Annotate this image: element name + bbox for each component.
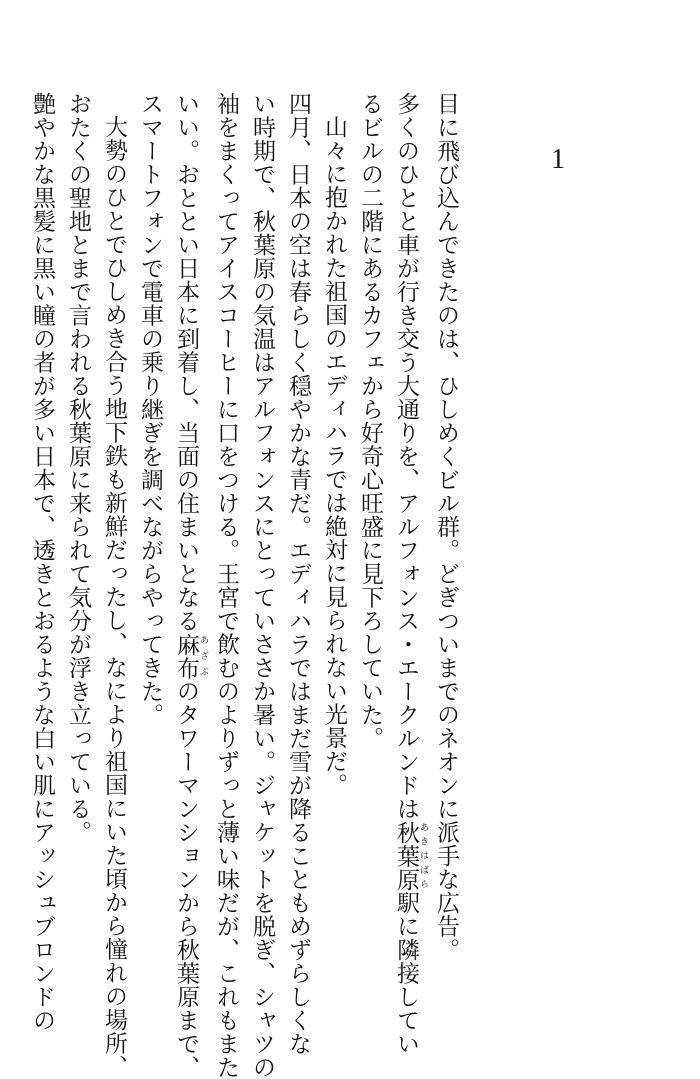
ruby-akihabara: [393, 821, 419, 892]
text-line-7: 袖をまくってアイスコーヒーに口をつける。王宮で飲むのよりずっと薄い味だが、これもまた: [208, 92, 244, 952]
body-text: [24, 92, 464, 952]
text-line-8: [168, 92, 208, 952]
ruby-azabu-reading: あざぶ: [198, 633, 208, 680]
ruby-akihabara-reading: あきはばら: [418, 821, 428, 892]
text-line-8-tail: のタワーマンションから秋葉原まで、: [173, 680, 199, 1079]
text-line-10: 大勢のひとでひしめき合う地下鉄も新鮮だったし、なにより祖国にいた頃から憧れの場所、: [96, 92, 132, 952]
chapter-number: 1: [551, 146, 565, 174]
text-line-1: 目に飛び込んできたのは、ひしめくビル群。どぎついまでのネオンに派手な広告。: [428, 92, 464, 952]
text-line-6: い時期で、秋葉原の気温はアルフォンスにとっていささか暑い。ジャケットを脱ぎ、シャツの: [244, 92, 280, 952]
text-line-2: [388, 92, 428, 952]
text-line-9: スマートフォンで電車の乗り継ぎを調べながらやってきた。: [132, 92, 168, 952]
text-line-12: 艶やかな黒髪に黒い瞳の者が多い日本で、透きとおるような白い肌にアッシュブロンドの: [24, 92, 60, 952]
text-line-2-head: 多くのひとと車が行き交う大通りを、アルフォンス・エークルンドは: [393, 92, 419, 821]
ruby-azabu: [173, 633, 199, 680]
text-line-11: おたくの聖地とまで言われる秋葉原に来られて気分が浮き立っている。: [60, 92, 96, 952]
text-line-4: 山々に抱かれた祖国のエディハラでは絶対に見られない光景だ。: [316, 92, 352, 952]
ruby-akihabara-base: 秋葉原: [393, 821, 419, 892]
text-line-3: るビルの二階にあるカフェから好奇心旺盛に見下ろしていた。: [352, 92, 388, 952]
text-line-5: 四月、日本の空は春らしく穏やかな青だ。エディハラではまだ雪が降ることもめずらしくな: [280, 92, 316, 952]
text-line-8-head: いい。おととい日本に到着し、当面の住まいとなる: [173, 92, 199, 633]
ruby-azabu-base: 麻布: [173, 633, 199, 680]
text-line-2-tail: 駅に隣接してい: [393, 891, 419, 1056]
